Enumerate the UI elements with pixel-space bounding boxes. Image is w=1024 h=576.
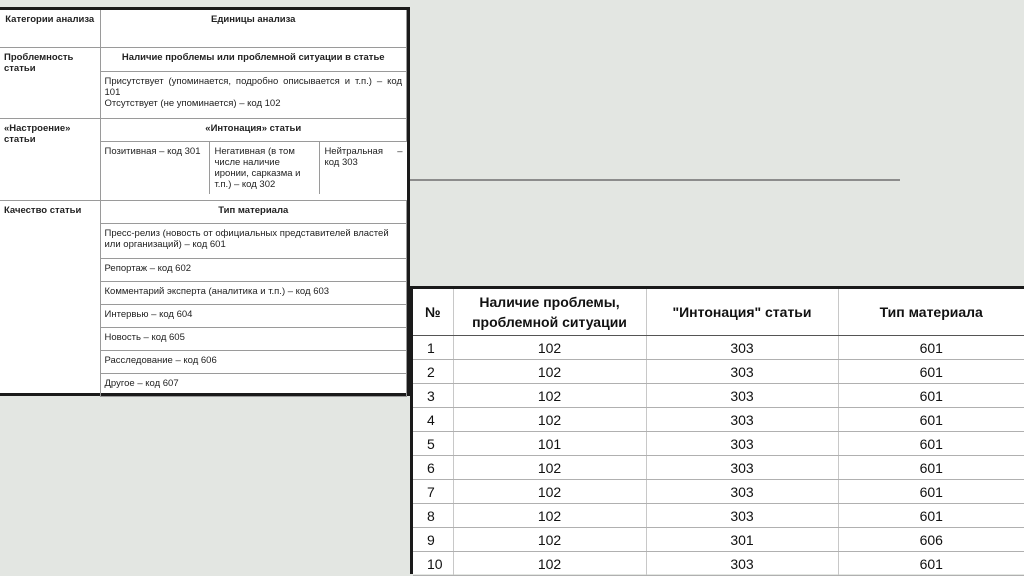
table-row	[413, 552, 1024, 576]
unit-problem: Наличие проблемы или проблемной ситуации в статье	[100, 47, 407, 71]
category-problem: Проблемность статьи	[0, 47, 100, 118]
intonation-code: 303	[646, 456, 838, 480]
problem-code: 102	[453, 528, 646, 552]
table-row	[413, 384, 1024, 408]
type-item: Расследование – код 606	[100, 350, 407, 373]
mood-positive: Позитивная – код 301	[101, 142, 210, 194]
type-item: Другое – код 607	[100, 373, 407, 396]
intonation-code: 303	[646, 360, 838, 384]
intonation-code: 303	[646, 336, 838, 360]
table-row	[413, 504, 1024, 528]
problem-present: Присутствует (упоминается, подробно описывается и т.п.) – код 101	[104, 75, 402, 98]
table-row	[413, 480, 1024, 504]
material-code: 601	[838, 456, 1024, 480]
intonation-code: 303	[646, 480, 838, 504]
material-code: 606	[838, 528, 1024, 552]
material-code: 601	[838, 336, 1024, 360]
header-categories: Категории анализа	[0, 10, 100, 47]
category-quality: Качество статьи	[0, 200, 100, 396]
table-row	[413, 336, 1024, 360]
header-material-type: Тип материала	[838, 289, 1024, 336]
header-number: №	[413, 289, 453, 336]
row-number: 4	[413, 408, 453, 432]
intonation-code: 303	[646, 384, 838, 408]
type-item: Комментарий эксперта (аналитика и т.п.) – код 603	[100, 281, 407, 304]
intonation-code: 301	[646, 528, 838, 552]
table-row	[413, 456, 1024, 480]
type-item: Интервью – код 604	[100, 304, 407, 327]
problem-code: 102	[453, 552, 646, 576]
type-item: Новость – код 605	[100, 327, 407, 350]
row-number: 7	[413, 480, 453, 504]
material-code: 601	[838, 480, 1024, 504]
unit-quality: Тип материала	[100, 200, 407, 223]
material-code: 601	[838, 384, 1024, 408]
horizontal-divider	[410, 179, 900, 181]
material-code: 601	[838, 504, 1024, 528]
codes-table	[410, 286, 1024, 574]
header-problem: Наличие проблемы, проблемной ситуации	[453, 289, 646, 336]
table-row	[413, 432, 1024, 456]
mood-negative: Негативная (в том числе наличие иронии, сарказма и т.п.) – код 302	[210, 142, 320, 194]
intonation-code: 303	[646, 408, 838, 432]
row-number: 5	[413, 432, 453, 456]
table-row	[413, 408, 1024, 432]
problem-code: 102	[453, 336, 646, 360]
intonation-code: 303	[646, 432, 838, 456]
problem-code: 102	[453, 504, 646, 528]
header-units: Единицы анализа	[100, 10, 407, 47]
intonation-code: 303	[646, 552, 838, 576]
type-item: Пресс-релиз (новость от официальных представителей властей или организаций) – код 601	[100, 223, 407, 258]
problem-code: 102	[453, 384, 646, 408]
row-number: 3	[413, 384, 453, 408]
material-code: 601	[838, 552, 1024, 576]
row-number: 1	[413, 336, 453, 360]
table-row	[413, 528, 1024, 552]
row-number: 6	[413, 456, 453, 480]
row-number: 2	[413, 360, 453, 384]
intonation-code: 303	[646, 504, 838, 528]
unit-mood: «Интонация» статьи	[100, 118, 407, 141]
problem-code: 102	[453, 456, 646, 480]
problem-options	[100, 71, 407, 118]
row-number: 8	[413, 504, 453, 528]
problem-code: 102	[453, 480, 646, 504]
category-mood: «Настроение» статьи	[0, 118, 100, 200]
problem-code: 102	[453, 360, 646, 384]
row-number: 10	[413, 552, 453, 576]
mood-options	[100, 141, 407, 200]
coding-scheme-table	[0, 7, 410, 396]
row-number: 9	[413, 528, 453, 552]
problem-code: 102	[453, 408, 646, 432]
type-item: Репортаж – код 602	[100, 258, 407, 281]
header-intonation: "Интонация" статьи	[646, 289, 838, 336]
mood-neutral: Нейтральная – код 303	[324, 145, 403, 168]
table-row	[413, 360, 1024, 384]
material-code: 601	[838, 408, 1024, 432]
problem-code: 101	[453, 432, 646, 456]
material-code: 601	[838, 432, 1024, 456]
problem-absent: Отсутствует (не упоминается) – код 102	[104, 97, 281, 109]
material-code: 601	[838, 360, 1024, 384]
